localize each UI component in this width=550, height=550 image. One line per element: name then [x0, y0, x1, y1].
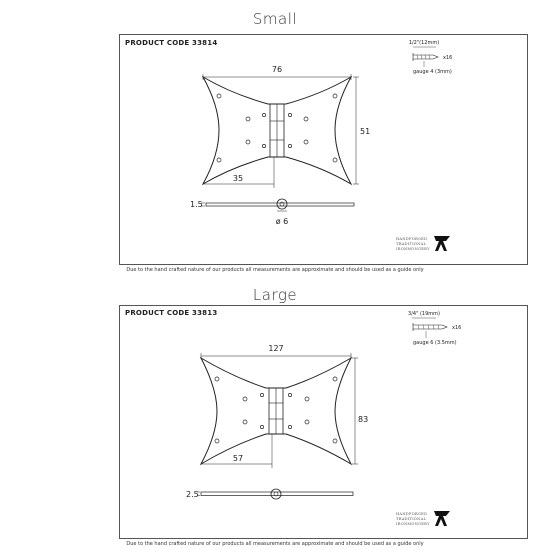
large-height-label: 83 [358, 415, 369, 424]
large-product-code: PRODUCT CODE 33813 [125, 309, 218, 317]
small-disclaimer: Due to the hand crafted nature of our products all measurements are approximate and should be used as a guide only [126, 267, 424, 273]
large-screw-gauge: gauge 6 (3.5mm) [413, 340, 457, 346]
large-half-width-label: 57 [232, 454, 244, 463]
small-width-label: 76 [271, 65, 283, 74]
svg-text:IRONMONGERY: IRONMONGERY [396, 247, 430, 251]
large-brand-logo [396, 511, 450, 526]
svg-text:HANDFORGED: HANDFORGED [396, 512, 428, 516]
svg-text:TRADITIONAL: TRADITIONAL [396, 242, 427, 246]
large-screw-qty: x16 [452, 325, 462, 331]
svg-text:IRONMONGERY: IRONMONGERY [396, 522, 430, 526]
small-pin-label: ø 6 [275, 217, 289, 226]
large-screw-size: 3/4" (19mm) [408, 311, 440, 317]
svg-text:TRADITIONAL: TRADITIONAL [396, 517, 427, 521]
large-disclaimer: Due to the hand crafted nature of our products all measurements are approximate and should be used as a guide only [126, 541, 424, 547]
small-title: Small [252, 10, 298, 28]
large-title: Large [252, 286, 298, 304]
small-product-code: PRODUCT CODE 33814 [125, 39, 218, 47]
large-thickness-label: 2.5 [186, 490, 199, 499]
small-screw-size: 1/2"(12mm) [408, 40, 440, 46]
small-screw-gauge: gauge 4 (3mm) [413, 69, 452, 75]
svg-text:HANDFORGED: HANDFORGED [396, 237, 428, 241]
small-height-label: 51 [360, 127, 371, 136]
large-screw-icon [413, 323, 447, 331]
small-thickness-label: 1.5 [190, 200, 203, 209]
small-screw-qty: x16 [443, 55, 453, 61]
large-width-label: 127 [268, 344, 284, 353]
small-half-width-label: 35 [232, 174, 244, 183]
